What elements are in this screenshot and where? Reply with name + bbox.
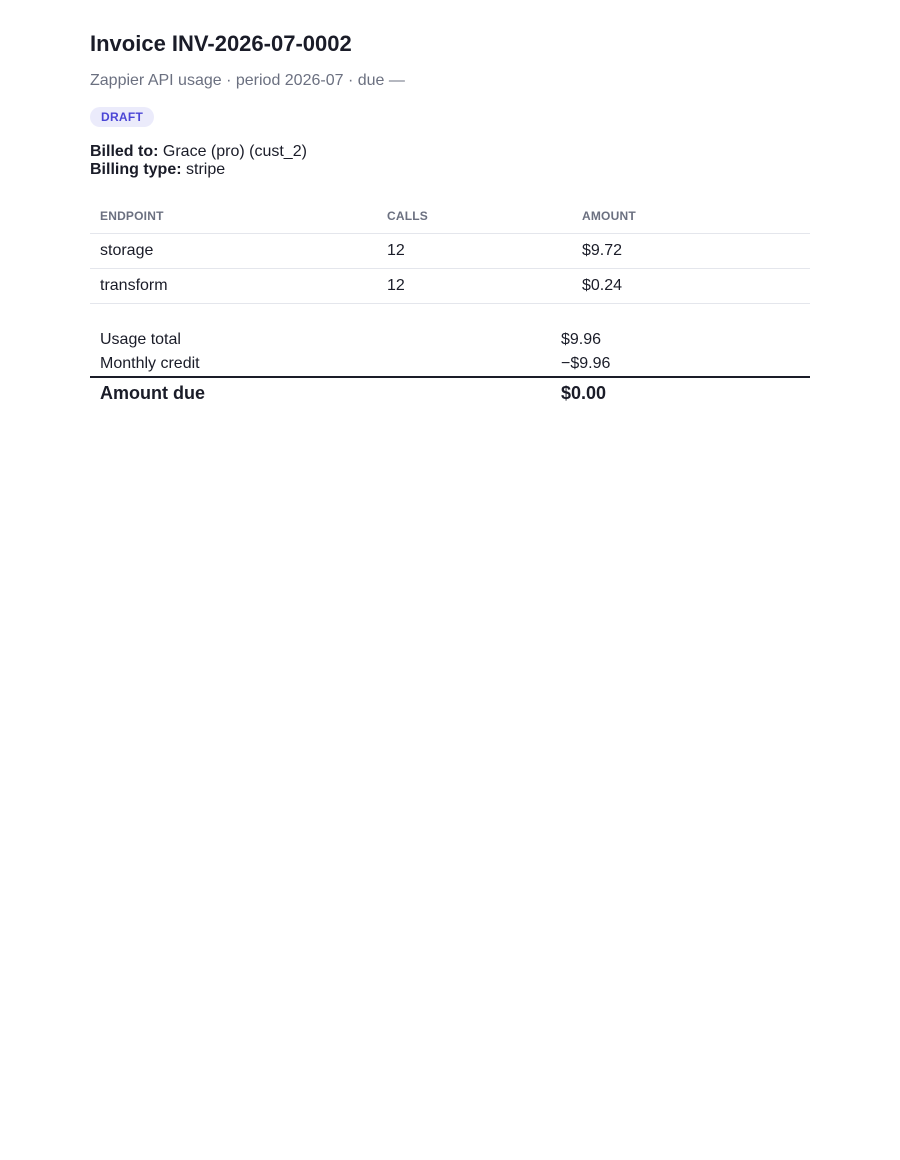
amount-cell: $0.24	[572, 269, 810, 304]
billing-type-value: stripe	[186, 161, 226, 178]
amount-due-value: $0.00	[561, 383, 607, 403]
column-header-amount: AMOUNT	[572, 199, 810, 234]
calls-cell: 12	[377, 234, 572, 269]
table-row	[90, 234, 810, 269]
column-header-endpoint: ENDPOINT	[90, 199, 377, 234]
billed-to-value: Grace (pro) (cust_2)	[162, 143, 307, 160]
usage-total-label: Usage total	[100, 331, 181, 348]
usage-total-row	[90, 328, 810, 352]
totals-section	[90, 328, 810, 408]
calls-cell: 12	[377, 269, 572, 304]
monthly-credit-value: −$9.96	[561, 355, 611, 372]
billing-type-label: Billing type:	[90, 161, 182, 178]
billed-to-line	[90, 142, 307, 161]
amount-due-row	[90, 376, 810, 408]
invoice-subtitle: Zappier API usage · period 2026-07 · due —	[90, 72, 405, 89]
line-items-table	[90, 199, 810, 304]
column-header-calls: CALLS	[377, 199, 572, 234]
amount-due-label: Amount due	[100, 383, 205, 403]
endpoint-cell: storage	[90, 234, 377, 269]
monthly-credit-row	[90, 352, 810, 376]
invoice-title: Invoice INV-2026-07-0002	[90, 31, 352, 56]
billing-type-line	[90, 160, 225, 179]
monthly-credit-label: Monthly credit	[100, 355, 200, 372]
usage-total-value: $9.96	[561, 331, 602, 348]
amount-cell: $9.72	[572, 234, 810, 269]
endpoint-cell: transform	[90, 269, 377, 304]
billed-to-label: Billed to:	[90, 143, 159, 160]
table-header-row	[90, 199, 810, 234]
status-badge: DRAFT	[90, 107, 154, 127]
table-row	[90, 269, 810, 304]
